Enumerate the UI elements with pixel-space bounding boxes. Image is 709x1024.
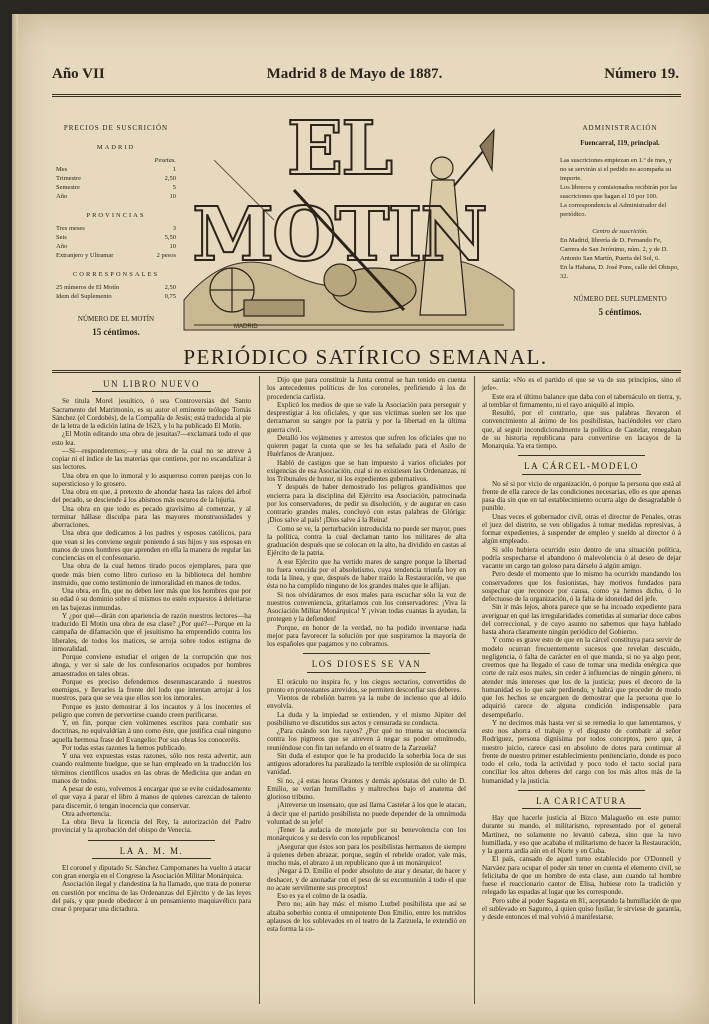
- supplement-price-label: NÚMERO DEL SUPLEMENTO: [573, 295, 667, 303]
- section-divider: [88, 840, 215, 841]
- section-divider: [518, 455, 645, 456]
- newspaper-subtitle: PERIÓDICO SATÍRICO SEMANAL.: [183, 345, 548, 369]
- paragraph: Otra advertencia.: [62, 809, 111, 818]
- paragraph: Porque, en honor de la verdad, no ha podido inventarse nada mejor para favorecer la solución por que suspiramos la mayoría de los españoles que pagamos y no cobramos.: [267, 623, 466, 648]
- dateline: Madrid 8 de Mayo de 1887.: [266, 66, 443, 82]
- paragraph: ¡Negar á D. Emilio el poder absoluto de atar y desatar, de hacer y deshacer, y de anonadar con el peso de su excomunión á todo el que no acate servilmente sus preceptos!: [267, 867, 466, 892]
- section-title: LA A. M. M.: [52, 847, 251, 859]
- centro-label: Centro de suscrición.: [592, 228, 648, 235]
- paragraph: La duda y la impiedad se extienden, y el mismo Júpiter del posibilismo ve discutidos sus actos y censurada su conducta.: [267, 710, 466, 727]
- paragraph: Porque es justo demostrar á los incautos y á los inocentes el peligro que corren de pervertirse cuando creen purificarse.: [52, 702, 251, 719]
- issue-number: Número 19.: [604, 66, 679, 82]
- price-row: Año 10: [56, 243, 176, 250]
- paragraph: Una obra en que todo es pecado gravísimo al comenzar, y al terminar hállase disculpa para las mayores monstruosidades y aberraciones.: [52, 504, 251, 529]
- paragraph: Pero no; aún hay más: el mismo Luzbel posibilista que así se alzaba soberbio contra el omnipotente Don Emilio, entre los nutridos aplausos de los sublevados en el teatro de la Zarzuela, le extendió en esta forma la co-: [267, 900, 466, 933]
- newspaper-page: [12, 14, 709, 1024]
- price-row: Semestre 5: [56, 184, 176, 191]
- article-columns: [52, 376, 681, 1004]
- paragraph: Sin ir más lejos, ahora parece que se ha incoado expediente para averiguar en qué las irregularidades cometidas al sumariar doce cabos del correccional, y de cuyo asunto no sabemos que haya hablado hasta ahora claramente ningún periódico del Gobierno.: [482, 603, 681, 636]
- paragraph: Se titula Morel jesuítico, ó sea Controversias del Santo Sacramento del Matrimonio, es su autor el eminente teólogo Tomás Sánchez (el Cordobés), de la Compañía de Jesús; está traducida al pie de la letra de la edición latina de 1623, y lo ha publicado El Motín.: [52, 397, 251, 430]
- column-1: [52, 376, 251, 1004]
- paragraph: Pero desde el momento que lo mismo ha ocurrido mandando los conservadores que los fusionistas, hay motivos fundados para sospechar que reconoce por causa, como ya hemos dicho, ó lo defectuoso de la organización, ó la falta de idoneidad del jefe.: [482, 570, 681, 603]
- price-row: Extranjero y Ultramar 2 pesos: [56, 252, 176, 259]
- paragraph: ¿El Motín editando una obra de jesuitas?—exclamará todo el que esto lea.: [52, 430, 251, 447]
- administration-note: Las suscriciones empiezan en 1.º de mes, y no se servirán si el pedido no acompaña su importe.: [560, 157, 672, 182]
- paragraph: Porque es preciso defendernos desenmascarando á nuestros enemigos, y llevarles la frente del lodo que intentan arrojar á los nuestros, para que se vea que ellos son los inmorales.: [52, 677, 251, 703]
- provincias-label: PROVINCIAS: [86, 212, 146, 219]
- section-title: LOS DIOSES SE VAN: [267, 660, 466, 672]
- administration-note: La correspondencia al Administrador del periódico.: [560, 202, 667, 218]
- paragraph: Detalló los vejámenes y arrestos que sufren los oficiales que no quieren pagar la cuota que se les ha señalado para el Asilo de Huérfanos de Aranjuez.: [267, 433, 466, 459]
- paragraph: Y una vez expuestas estas razones, sólo nos resta advertir, aun cuando realmente huelgue, que se han empleado en la traducción los términos científicos usados en las obras de Medicina que andan en manos de todos.: [52, 752, 251, 785]
- paragraph: Hay que hacerle justicia al Bizco Malagueño en este punto: durante su mando, el militarismo, representado por el general Martínez, no solamente no levantó cabeza, sino que la tuvo humillada, y eso que acababa el militarismo de hacer la Restauración, y la guerra ardía aún en el Norte y en Cuba.: [482, 814, 681, 855]
- price-row: Trimestre 2,50: [56, 175, 176, 182]
- paragraph: Por todas estas razones la hemos publicado.: [62, 743, 187, 752]
- paragraph: Una obra en que lo inmoral y lo asqueroso corren parejas con lo supersticioso y lo grosero.: [52, 471, 251, 488]
- paragraph: Asociación ilegal y clandestina la ha llamado, que trata de ponerse en cuestión por encima de las Ordenanzas del Ejército y de las leyes del país, y que puede obedecer á un pensamiento maquiavélico para crear ó preparar una dictadura.: [52, 880, 251, 913]
- paragraph: Vientos de rebelión barren ya la nube de incienso que al ídolo envolvía.: [267, 694, 466, 711]
- administration-note: Los libreros y comisionados recibirán por las suscriciones que hagan el 10 por 100.: [560, 184, 678, 200]
- paragraph: Sin duda el estupor que le ha producido la soberbia loca de sus antiguos adoradores ha paralizado la terrible explosión de su olímpica vanidad.: [267, 751, 466, 777]
- masthead-rule: [52, 94, 681, 97]
- paragraph: Habló de castigos que se han impuesto á varios oficiales por exigencias de esa Asociación, cual si no existiesen las Ordenanzas, ni los Tribunales de honor, ni los expedientes gubernativos.: [267, 458, 466, 483]
- paragraph: Si sólo hubiera ocurrido esto dentro de una situación política, podría sospecharse el abandono ó malevolencia ó al deseo de dejar vacante un cargo tan goloso para dárselo á algún amigo.: [482, 545, 681, 570]
- paragraph: Pero sube al poder Sagasta en 81, aceptando la humillación de que el sublevado en Sagunto, á quien quiso fusilar, le sirviese de garantía, y desde entonces el mal volvió á manifestarse.: [482, 896, 681, 921]
- paragraph: No sé si por vicio de organización, ó porque la persona que está al frente de ella carece de las condiciones necesarias, ello es que apenas pasa día sin que en tal establecimiento ocurra algo de desagradable ó punible.: [482, 479, 681, 513]
- paragraph: Este era el último balance que daba con el tabernáculo en tierra, y, al temblar el firmamento, ni el rayo aniquiló al impío.: [482, 392, 681, 409]
- paragraph: Porque conviene estudiar el origen de la corrupción que nos ahoga, y ver si sale de los confesonarios ocupados por hombres amaestrados en tales obras.: [52, 653, 251, 678]
- paragraph: Si nos olvidáramos de esos males para escuchar sólo la voz de nuestros conveniencia, gritaríamos con los conservadores: ¡Viva la Asociación Militar Monárquica! Y ¡vivan todas cuantas la ayudan, la protegen y la defienden!: [267, 590, 466, 624]
- paragraph: ¡Atreverse un insensato, que así llama Castelar á los que le atacan, á decir que el partido posibilista no puede depender de la omnímoda voluntad de su jefe!: [267, 801, 466, 826]
- paragraph: santía: «No es el partido el que se va de sus principios, sino el jefe».: [482, 376, 681, 393]
- paragraph: Resultó, por el contrario, que sus palabras llevaron el convencimiento al ánimo de los posibilistas, haciéndoles ver claro que, al seguir incondicionalmente la política de Castelar, renegaban de su historia republicana para convertirse en lacayos de la Monarquía. Ya era tiempo.: [482, 409, 681, 450]
- paragraph: ¿Para cuándo son los rayos? ¿Por qué no truena su elocuencia contra los pigmeos que se atreven á negar su poder omnímodo, reuniéndose con fin tan nefando en el teatro de la Zarzuela?: [267, 727, 466, 752]
- paragraph: Unas veces el gobernador civil, otras el director de Penales, otras el juez del distrito, se ven obligados á tomar medidas represivas, á formar expedientes, á suspender de empleo y sueldo al director ó á algún empleado.: [482, 512, 681, 546]
- price-row: Tres meses 3: [56, 225, 176, 232]
- centro-text: En la Habana, D. José Pons, calle del Obispo, 32.: [560, 264, 679, 280]
- paragraph: ¡Asegurar que éstos son para los posibilistas hermanos de siempre á quienes deben abrazar, porque, según el rebelde orador, vale más, mucho más, el abrazo á un republicano que á un monárquico!: [267, 842, 466, 867]
- subscription-title: PRECIOS DE SUSCRICIÓN: [63, 124, 169, 132]
- supplement-price-value: 5 céntimos.: [598, 307, 642, 317]
- administration-address: Fuencarral, 119, principal.: [580, 139, 660, 147]
- masthead-illustration: [174, 100, 524, 340]
- paragraph: Explicó los medios de que se vale la Asociación para perseguir y desprestigiar á los oficiales, y que sus víctimas suelen ser los que derramaron su sangre por la patria y por la libertad en la última guerra civil.: [267, 400, 466, 434]
- price-row: Seis 5,50: [56, 234, 176, 241]
- paragraph: Eso es ya el colmo de la osadía.: [277, 892, 368, 900]
- paragraph: Y como es grave esto de que en la cárcel constituya para servir de modelo ocurran frecuentemente sucesos que revelan descuido, negligencia, ó falta de carácter en el que manda, si no ya algo peor, creemos que ha llegado el caso de tomar una medida enérgica que corte de raíz esos males, sin ceder á influencias de ningún género, ni atender más intereses que los de la justicia; pues el decoro de la humanidad es lo que sale perdiendo, y habrá que proceder de modo que los hechos se encarguen de demostrar que la persona que lo adquirió carece de alguna condición indispensable para desempeñarlo.: [482, 636, 681, 719]
- paragraph: A pesar de esto, volvemos á encargar que se evite cuidadosamente el que vaya á parar el libro á manos de quienes carezcan de talento para discernir, ó tengan inocencia que conservar.: [52, 785, 251, 810]
- subscription-prices-box: [56, 124, 176, 337]
- subtitle-rule: [52, 370, 681, 373]
- section-title: LA CÁRCEL-MODELO: [482, 462, 681, 474]
- paragraph: ¡Tener la audacia de motejarle por su benevolencia con los monárquicos y su desvío con los republicanos!: [267, 826, 466, 843]
- column-3: [474, 376, 681, 1004]
- madrid-label: MADRID: [96, 144, 136, 151]
- column-2: [259, 376, 466, 1004]
- paragraph: Como se ve, la perturbación introducida no puede ser mayor, pues la política, contra la cual declaman tanto los militares de alta graduación después que se colocan en la alto, ha dividido en castas al Ejército de la patria.: [267, 524, 466, 558]
- newspaper-logo: EL MOTIN: [192, 106, 486, 278]
- engraver-mark: MADRID: [234, 324, 258, 330]
- paragraph: A ese Ejército que ha vertido mares de sangre porque la libertad no fuera vencida por el absolutismo, cuya tendencia triunfa hoy en toda la línea, y que, después de haber traído la Restauración, ve que ésta no ha cumplido ninguno de los grandes males que le aflijan.: [267, 557, 466, 591]
- paragraph: El oráculo no inspira fe, y los ciegos sectarios, convertidos de pronto en protestantes atrevidos, se permiten desconfiar sus deberes.: [267, 677, 466, 694]
- paragraph: Una obra de la cual hemos tirado pocos ejemplares, para que quede más bien como libro curioso en la biblioteca del hombre instruido, que como testimonio de inmoralidad en manos de todos.: [52, 562, 251, 587]
- price-row: 25 números de El Motín 2,50: [56, 284, 176, 291]
- issue-price-label: NÚMERO DE EL MOTÍN: [77, 315, 155, 323]
- paragraph: La obra lleva la licencia del Rey, la autorización del Padre provincial y la aprobación del obispo de Venecia.: [52, 818, 251, 835]
- paragraph: Y no decimos más hasta ver si se remedia lo que lamentamos, y esto nos ahorra el trabajo y el disgusto de combatir al señor Rodríguez, persona dignísima por todos conceptos, pero que, á nuestro juicio, carece casi en absoluto de dotes para continuar al frente de nuestro primer establecimiento penitenciario, donde es poco todo el celo, toda la actividad y poco todo el tacto social para conciliar los altos deberes del cargo con los más altos más de la humanidad y la justicia.: [482, 718, 681, 785]
- centro-text: En Madrid, librería de D. Fernando Fe, Carrera de San Jerónimo, núm. 2, y de D. Antonio San Martín, Puerta del Sol, 6.: [560, 237, 668, 262]
- masthead-top-line: [52, 66, 679, 94]
- corresponsales-label: CORRESPONSALES: [72, 271, 160, 278]
- paragraph: El coronel y diputado Sr. Sánchez Campomanes ha vuelto á atacar con gran energía en el Congreso la Asociación Militar Monárquica.: [52, 863, 251, 880]
- paragraph: Una obra, en fin, que no deben leer más que los hombres que por su edad ó su dominio sobre sí mismos no estén expuestos á deleitarse en las bajezas inmundas.: [52, 587, 251, 612]
- paragraph: Una obra que dedicamos á los padres y esposos católicos, para que vean si les conviene seguir poniendo á sus hijos y sus esposas en manos de unos hombres que aprenden en ella la manera de regular las conciencias en el confesonario.: [52, 529, 251, 562]
- year-label: Año VII: [52, 66, 105, 82]
- section-divider: [518, 790, 645, 791]
- price-row: Mes 1: [56, 166, 176, 173]
- administration-title: ADMINISTRACIÓN: [582, 124, 658, 132]
- section-divider: [303, 653, 430, 654]
- section-title: LA CARICATURA: [482, 797, 681, 809]
- paragraph: Dijo que para constituir la Junta central se han tenido en cuenta los antecedentes políticos de los coroneles, prefiriendo á los de procedencia carlista.: [267, 376, 466, 401]
- paragraph: El país, cansado de aquel turno establecido por O'Donnell y Narváez para ocupar el poder sin tener en cuenta el elemento civil, se felicitaba de que un hombre de esta clase, aun cuando tal hombre fuese el reaccionario cantor de Elisa, hubiese roto la tradición y relegado las espadas al lugar que les corresponde.: [482, 855, 681, 897]
- paragraph: Y ¿por qué—dirán con apariencia de razón nuestros lectores—ha traducido El Motín una obra de esa clase? ¿Por qué?—Porque en la campaña de difamación que el jesuitismo ha emprendido contra los liberales, de todos los matices, se arroja sobre todos estigma de inmoralidad.: [52, 611, 251, 653]
- section-title: UN LIBRO NUEVO: [52, 380, 251, 392]
- price-row: Año 10: [56, 193, 176, 200]
- paragraph: —Sí—responderemos;—y una obra de la cual no se atreve á copiar ni el índice de las materias que contiene, por no escandalizar á sus lectores.: [52, 446, 251, 472]
- issue-price-value: 15 céntimos.: [92, 327, 140, 337]
- paragraph: Y, en fin, porque cien volúmenes escritos para combatir sus doctrinas, no equivaldrían á uno como éste, que justifica cual ninguno aquella hermosa frase del Evangelio: Por sus obras los conoceréis.: [52, 719, 251, 744]
- pesetas-label: Pesetas.: [154, 157, 176, 164]
- administration-box: [560, 124, 680, 317]
- page-binding-edge: [12, 14, 18, 1024]
- paragraph: Una obra en que, á pretexto de ahondar hasta las raíces del árbol del pecado, se desciende á los abismos más oscuros de la lujuria.: [52, 488, 251, 505]
- price-row: Idem del Suplemento 0,75: [56, 293, 176, 300]
- paragraph: Si no, ¿á estas horas Orantes y demás apóstatas del culto de D. Emilio, se verían humillados y maltrechos bajo el anatema del glorioso tribuno.: [267, 776, 466, 801]
- paragraph: Y después de haber demostrado los peligros grandísimos que encierra para la disciplina del Ejército esa Asociación, patrocinada por los conservadores, de pedir su disolución, y de augurar en caso contrario grandes males, concluyó con estas palabras de Glóriga: ¡Dios salve al país! ¡Dios salve á la Reina!: [267, 483, 466, 525]
